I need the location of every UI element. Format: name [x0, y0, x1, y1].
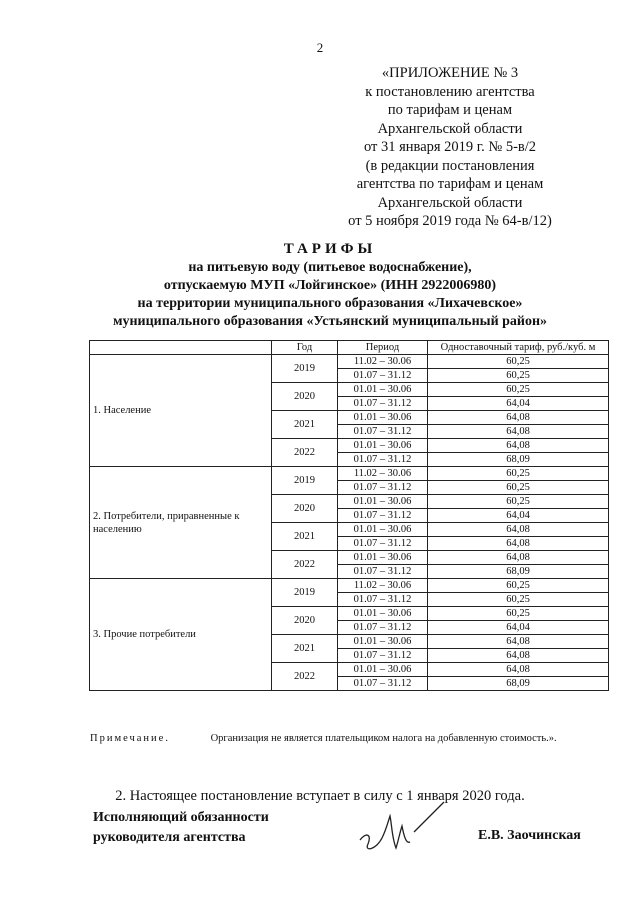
- period-cell: 01.01 – 30.06: [338, 439, 428, 453]
- tariff-cell: 60,25: [428, 481, 609, 495]
- tariff-cell: 64,08: [428, 537, 609, 551]
- year-cell: 2020: [272, 495, 338, 523]
- period-cell: 01.07 – 31.12: [338, 397, 428, 411]
- tariff-cell: 64,08: [428, 425, 609, 439]
- table-note: [90, 733, 557, 744]
- tariff-cell: 68,09: [428, 677, 609, 691]
- tariff-cell: 60,25: [428, 593, 609, 607]
- year-cell: 2019: [272, 467, 338, 495]
- tariff-cell: 60,25: [428, 579, 609, 593]
- year-cell: 2022: [272, 551, 338, 579]
- signer-title-line: руководителя агентства: [93, 830, 246, 845]
- period-cell: 01.01 – 30.06: [338, 635, 428, 649]
- signer-title-line: Исполняющий обязанности: [93, 810, 269, 825]
- consumer-category: 1. Население: [90, 355, 272, 467]
- period-cell: 01.07 – 31.12: [338, 425, 428, 439]
- period-cell: 01.01 – 30.06: [338, 411, 428, 425]
- appendix-line: агентства по тарифам и ценам: [356, 176, 544, 192]
- appendix-line: Архангельской области: [377, 194, 523, 211]
- year-cell: 2019: [272, 579, 338, 607]
- period-cell: 01.01 – 30.06: [338, 383, 428, 397]
- table-row: [90, 579, 609, 593]
- page-number: 2: [316, 40, 324, 55]
- appendix-line: (в редакции постановления: [365, 157, 535, 174]
- tariff-cell: 64,04: [428, 621, 609, 635]
- tariff-cell: 64,08: [428, 635, 609, 649]
- tariff-cell: 64,08: [428, 551, 609, 565]
- period-cell: 01.07 – 31.12: [338, 621, 428, 635]
- tariff-cell: 60,25: [428, 495, 609, 509]
- table-body: [90, 355, 609, 691]
- period-cell: 01.01 – 30.06: [338, 607, 428, 621]
- period-cell: 01.07 – 31.12: [338, 565, 428, 579]
- year-cell: 2021: [272, 523, 338, 551]
- signature-image: [352, 792, 452, 862]
- title-line: на территории муниципального образования «Лихачевское»: [137, 296, 523, 311]
- year-cell: 2020: [272, 607, 338, 635]
- period-cell: 11.02 – 30.06: [338, 467, 428, 481]
- period-cell: 01.07 – 31.12: [338, 481, 428, 495]
- period-cell: 01.01 – 30.06: [338, 551, 428, 565]
- period-cell: 01.01 – 30.06: [338, 523, 428, 537]
- consumer-category: 3. Прочие потребители: [90, 579, 272, 691]
- tariff-cell: 68,09: [428, 565, 609, 579]
- period-cell: 01.07 – 31.12: [338, 369, 428, 383]
- period-cell: 11.02 – 30.06: [338, 579, 428, 593]
- document-title: [40, 240, 620, 331]
- tariff-cell: 60,25: [428, 355, 609, 369]
- note-label: Примечание.: [90, 733, 170, 744]
- appendix-line: по тарифам и ценам: [387, 102, 513, 118]
- tariff-table: [89, 340, 609, 691]
- signer-name: Е.В. Заочинская: [478, 828, 581, 843]
- appendix-line: к постановлению агентства: [365, 83, 535, 100]
- period-cell: 01.01 – 30.06: [338, 663, 428, 677]
- year-cell: 2021: [272, 411, 338, 439]
- appendix-line: Архангельской области: [377, 120, 523, 137]
- year-cell: 2022: [272, 663, 338, 691]
- period-cell: 01.07 – 31.12: [338, 649, 428, 663]
- tariff-cell: 60,25: [428, 467, 609, 481]
- tariff-cell: 60,25: [428, 383, 609, 397]
- title-line: отпускаемую МУП «Лойгинское» (ИНН 2922006980): [163, 278, 497, 293]
- year-cell: 2019: [272, 355, 338, 383]
- tariff-cell: 64,08: [428, 649, 609, 663]
- tariff-cell: 60,25: [428, 369, 609, 383]
- consumer-category: 2. Потребители, приравненные к населению: [90, 467, 272, 579]
- title-main: ТАРИФЫ: [283, 241, 377, 257]
- table-header-row: [90, 341, 609, 355]
- period-cell: 01.07 – 31.12: [338, 453, 428, 467]
- period-cell: 01.07 – 31.12: [338, 677, 428, 691]
- tariff-cell: 64,04: [428, 397, 609, 411]
- tariff-cell: 64,08: [428, 523, 609, 537]
- tariff-cell: 60,25: [428, 607, 609, 621]
- tariff-cell: 64,04: [428, 509, 609, 523]
- appendix-header: [330, 64, 570, 231]
- tariff-cell: 64,08: [428, 663, 609, 677]
- appendix-line: от 5 ноября 2019 года № 64-в/12): [348, 213, 552, 229]
- year-cell: 2022: [272, 439, 338, 467]
- note-text: Организация не является плательщиком налога на добавленную стоимость.».: [210, 733, 557, 744]
- appendix-line: от 31 января 2019 г. № 5-в/2: [363, 139, 537, 155]
- year-cell: 2021: [272, 635, 338, 663]
- header-period: Период: [338, 341, 428, 355]
- appendix-line: «ПРИЛОЖЕНИЕ № 3: [381, 65, 519, 81]
- title-line: муниципального образования «Устьянский муниципальный район»: [112, 314, 548, 329]
- signer-title: [93, 808, 269, 848]
- tariff-cell: 68,09: [428, 453, 609, 467]
- period-cell: 01.07 – 31.12: [338, 593, 428, 607]
- period-cell: 01.07 – 31.12: [338, 509, 428, 523]
- period-cell: 11.02 – 30.06: [338, 355, 428, 369]
- title-line: на питьевую воду (питьевое водоснабжение),: [188, 260, 472, 275]
- tariff-cell: 64,08: [428, 411, 609, 425]
- year-cell: 2020: [272, 383, 338, 411]
- header-consumer: [90, 341, 272, 355]
- resolution-clause: 2. Настоящее постановление вступает в силу с 1 января 2020 года.: [115, 788, 525, 804]
- table-row: [90, 355, 609, 369]
- table-row: [90, 467, 609, 481]
- period-cell: 01.07 – 31.12: [338, 537, 428, 551]
- header-tariff: Одноставочный тариф, руб./куб. м: [428, 341, 609, 355]
- period-cell: 01.01 – 30.06: [338, 495, 428, 509]
- tariff-cell: 64,08: [428, 439, 609, 453]
- header-year: Год: [272, 341, 338, 355]
